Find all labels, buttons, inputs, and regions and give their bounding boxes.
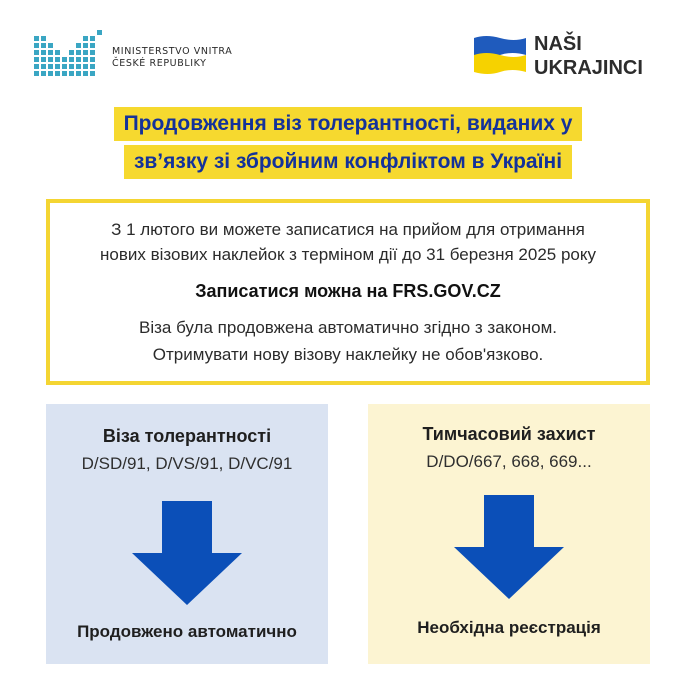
ukraine-flag-icon xyxy=(472,34,528,76)
campaign-logo-line2: UKRAJINCI xyxy=(534,57,643,79)
info-lead-line2: нових візових наклейок з терміном дії до 31 березня 2025 року xyxy=(99,245,596,264)
page-title-line2: зв’язку зі збройним конфліктом в Україні xyxy=(124,145,572,179)
ministry-logo-mark-icon xyxy=(34,30,104,82)
info-note xyxy=(50,314,646,368)
temporary-protection-panel xyxy=(368,404,650,664)
panel-title: Віза толерантності xyxy=(102,426,272,446)
tolerance-visa-panel xyxy=(46,404,328,664)
campaign-logo xyxy=(472,30,672,82)
campaign-logo-line1: NAŠI xyxy=(534,33,582,55)
arrow-down-icon xyxy=(132,501,242,605)
ministry-logo-line1: MINISTERSTVO VNITRA xyxy=(112,46,233,57)
info-note-line2: Отримувати нову візову наклейку не обов'язково. xyxy=(152,345,544,364)
panel-codes: D/SD/91, D/VS/91, D/VC/91 xyxy=(81,454,293,473)
panel-title: Тимчасовий захист xyxy=(422,424,596,444)
panel-result: Продовжено автоматично xyxy=(77,622,297,641)
registration-link-text: Записатися можна на FRS.GOV.CZ xyxy=(195,281,501,301)
ministry-logo-line2: ČESKÉ REPUBLIKY xyxy=(112,58,207,69)
arrow-down-icon xyxy=(454,495,564,599)
page-title-line1: Продовження віз толерантності, виданих у xyxy=(114,107,583,141)
panel-codes: D/DO/667, 668, 669... xyxy=(426,452,592,471)
campaign-logo-text xyxy=(534,32,643,80)
info-box xyxy=(46,199,650,385)
info-lead xyxy=(50,217,646,267)
ministry-logo-text xyxy=(112,46,232,70)
info-lead-line1: З 1 лютого ви можете записатися на прийом для отримання xyxy=(111,220,585,239)
page-title xyxy=(0,107,696,183)
info-note-line1: Віза була продовжена автоматично згідно з законом. xyxy=(138,318,558,337)
ministry-logo xyxy=(34,30,234,82)
panel-result: Необхідна реєстрація xyxy=(417,618,601,637)
